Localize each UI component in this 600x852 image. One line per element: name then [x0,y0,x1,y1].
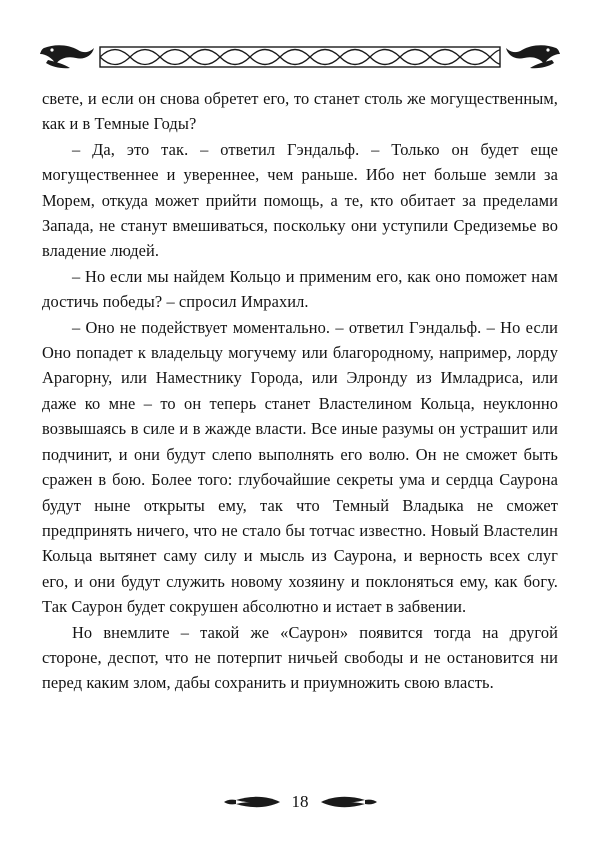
paragraph: Но внемлите – такой же «Саурон» появится тогда на другой стороне, деспот, что не потерпит ничьей свободы и не остановится ни перед каким злом, дабы сохранить и приумножить свою власть. [42,622,558,693]
paragraph: – Да, это так. – ответил Гэндальф. – Только он будет еще могущественнее и увереннее, чем раньше. Ибо нет больше земли за Морем, откуда может прийти помощь, а те, кто обитает за пределами Запада, не станут вмешиваться, поскольку они уступили Средиземье во владение людей. [42,139,558,261]
paragraph: свете, и если он снова обретет его, то станет столь же могущественным, как и в Темные Годы? [42,89,558,134]
page-text-body [42,86,558,696]
celtic-knot-band-with-dragons-icon [38,42,562,72]
paragraph: – Но если мы найдем Кольцо и применим его, как оно поможет нам достичь победы? – спросил Имрахил. [42,266,558,312]
page-number: 18 [291,792,309,811]
paragraph: – Оно не подействует моментально. – ответил Гэндальф. – Но если Оно попадет к владельцу могучему или благородному, например, лорду Арагорну, или Наместнику Города, или Элронду из Имладриса, или даже ко мне – то он теперь станет Властелином Кольца, неуклонно возвышаясь в силе и в жажде власти. Все иные разумы он устрашит или подчинит, и они будут слепо выполнять его волю. Он не сможет быть сражен в бою. Более того: глубочайшие секреты ума и сердца Саурона будут ныне открыты ему, так что Темный Владыка не сможет предпринять ничего, что не стало бы тотчас известно. Новый Властелин Кольца вытянет саму силу и мысль из Саурона, и верность всех слуг его, и они будут служить новому хозяину и поклоняться ему, как богу. Так Саурон будет сокрушен абсолютно и истает в забвении. [42,317,558,617]
wheat-wing-left-icon [222,793,282,811]
page-footer [0,782,600,822]
wheat-wing-right-icon [319,793,379,811]
